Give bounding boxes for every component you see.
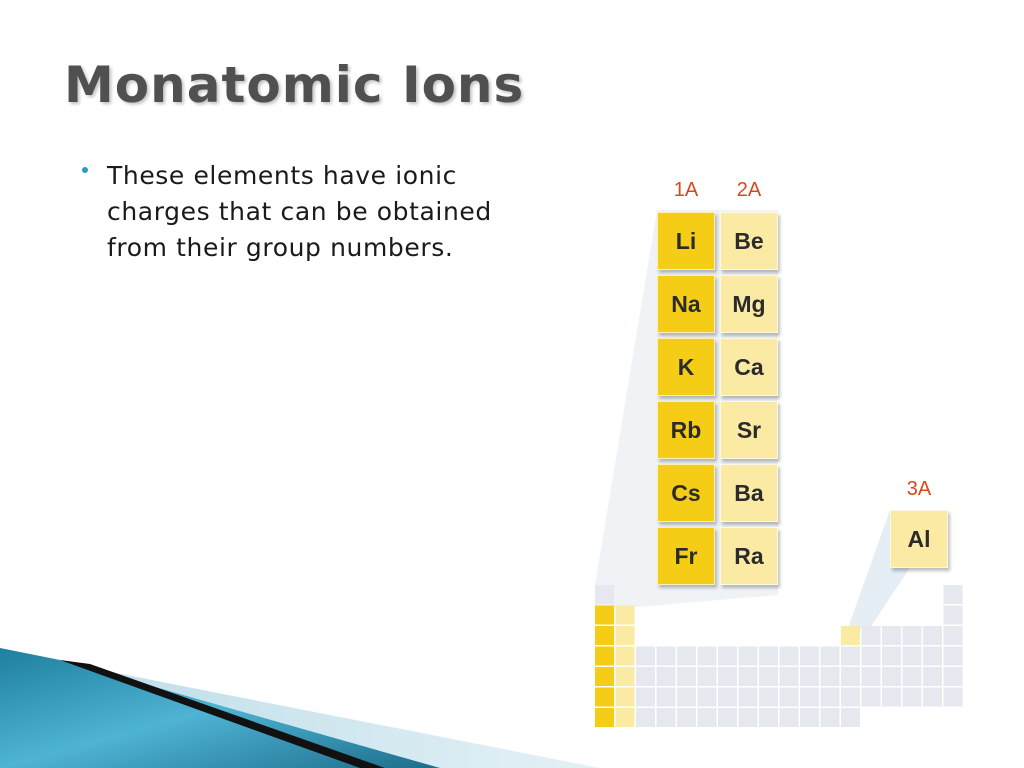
bullet-item (82, 158, 552, 266)
table-cell (677, 708, 696, 727)
table-cell (923, 667, 942, 686)
table-cell (595, 606, 614, 625)
group-label-3A: 3A (906, 478, 932, 500)
table-cell (821, 667, 840, 686)
table-cell (944, 647, 963, 666)
table-cell (841, 667, 860, 686)
table-cell (595, 667, 614, 686)
table-cell (698, 688, 717, 707)
element-sr: Sr (720, 401, 778, 459)
table-cell (821, 708, 840, 727)
table-cell (677, 688, 696, 707)
table-cell (903, 667, 922, 686)
table-cell (739, 688, 758, 707)
table-cell (882, 647, 901, 666)
table-cell (903, 626, 922, 645)
element-ba: Ba (720, 464, 778, 522)
table-cell (862, 626, 881, 645)
table-cell (616, 708, 635, 727)
table-cell (841, 708, 860, 727)
table-cell (636, 708, 655, 727)
table-cell (800, 647, 819, 666)
table-cell (841, 688, 860, 707)
table-cell (636, 667, 655, 686)
table-cell (739, 708, 758, 727)
table-cell (759, 667, 778, 686)
table-cell (677, 667, 696, 686)
table-cell (759, 647, 778, 666)
table-cell (616, 606, 635, 625)
element-na: Na (657, 275, 715, 333)
group-label-2A: 2A (736, 179, 762, 201)
table-cell (944, 585, 963, 604)
table-cell (923, 647, 942, 666)
table-cell (841, 647, 860, 666)
table-cell (821, 688, 840, 707)
element-be: Be (720, 212, 778, 270)
element-li: Li (657, 212, 715, 270)
table-cell (657, 667, 676, 686)
table-cell (657, 647, 676, 666)
bullet-list (82, 158, 552, 266)
table-cell (657, 708, 676, 727)
table-cell (862, 667, 881, 686)
table-cell (780, 708, 799, 727)
table-cell (944, 606, 963, 625)
table-cell (903, 647, 922, 666)
table-cell (882, 667, 901, 686)
table-cell (595, 626, 614, 645)
table-cell (595, 647, 614, 666)
element-ca: Ca (720, 338, 778, 396)
table-cell (944, 688, 963, 707)
table-cell (882, 688, 901, 707)
table-cell (718, 667, 737, 686)
table-cell (616, 647, 635, 666)
table-cell (595, 585, 614, 604)
element-cs: Cs (657, 464, 715, 522)
element-fr: Fr (657, 527, 715, 585)
table-cell (903, 688, 922, 707)
table-cell (739, 647, 758, 666)
table-cell (759, 688, 778, 707)
table-cell (780, 647, 799, 666)
table-cell (616, 626, 635, 645)
bullet-text: These elements have ionic charges that can be obtained from their group numbers. (107, 161, 492, 262)
element-mg: Mg (720, 275, 778, 333)
table-cell (698, 647, 717, 666)
element-al: Al (890, 510, 948, 568)
table-cell (923, 688, 942, 707)
table-cell (944, 667, 963, 686)
table-cell (780, 667, 799, 686)
table-cell (862, 688, 881, 707)
table-cell (718, 708, 737, 727)
table-cell (739, 667, 758, 686)
table-cell (677, 647, 696, 666)
table-cell (636, 647, 655, 666)
element-ra: Ra (720, 527, 778, 585)
bullet-icon (82, 167, 88, 173)
table-cell (718, 688, 737, 707)
table-cell (657, 688, 676, 707)
table-cell (862, 647, 881, 666)
table-cell (616, 667, 635, 686)
table-cell (595, 688, 614, 707)
table-cell (636, 688, 655, 707)
element-k: K (657, 338, 715, 396)
table-cell (944, 626, 963, 645)
table-cell (821, 647, 840, 666)
table-cell (698, 667, 717, 686)
periodic-table-figure (580, 170, 990, 740)
table-cell (800, 708, 819, 727)
table-cell (841, 626, 860, 645)
slide-title: Monatomic Ions (64, 56, 525, 114)
table-cell (595, 708, 614, 727)
mini-periodic-table (580, 170, 990, 740)
table-cell (616, 688, 635, 707)
table-cell (718, 647, 737, 666)
table-cell (800, 667, 819, 686)
table-cell (698, 708, 717, 727)
table-cell (780, 688, 799, 707)
table-cell (800, 688, 819, 707)
table-cell (882, 626, 901, 645)
table-cell (923, 626, 942, 645)
group-label-1A: 1A (673, 179, 699, 201)
table-cell (759, 708, 778, 727)
element-rb: Rb (657, 401, 715, 459)
blue-band (0, 648, 440, 768)
